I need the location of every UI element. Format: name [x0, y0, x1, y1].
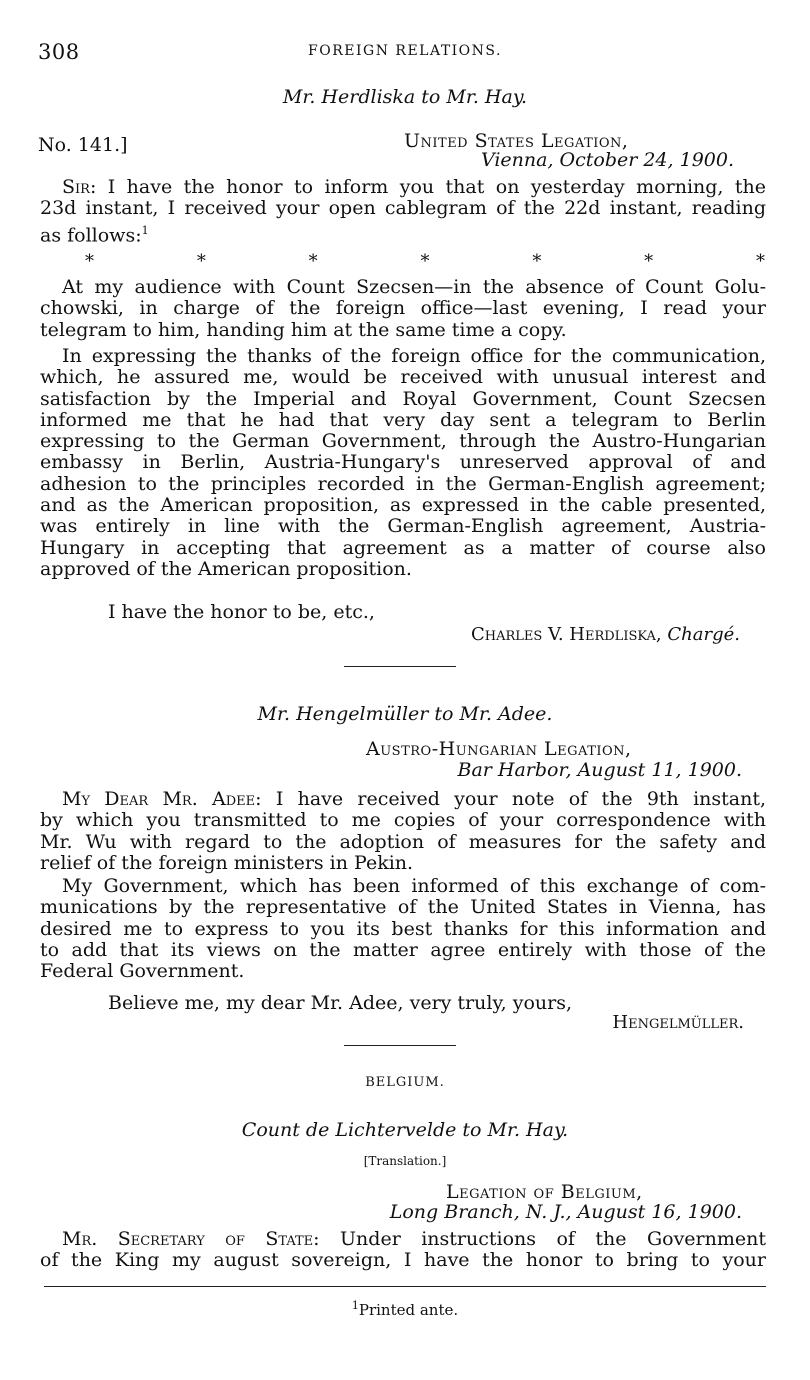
text-line: telegram to him, handing him at the same time a copy. — [40, 318, 567, 341]
letter1-paragraph-2 — [40, 277, 766, 341]
star-mark: * — [308, 251, 318, 272]
footnote — [0, 1299, 810, 1319]
letter1-signature — [471, 624, 740, 645]
text-line: chowski, in charge of the foreign office—last evening, I read your — [40, 297, 766, 320]
text-line-content: I have the honor to inform you that on yesterday morning, the — [107, 176, 766, 198]
signature-name: Charles V. Herdliska, — [470, 624, 662, 645]
star-mark: * — [532, 251, 542, 272]
letter2-legation: Austro-Hungarian Legation, — [366, 738, 632, 760]
letter3-title: Count de Lichtervelde to Mr. Hay. — [241, 1119, 569, 1141]
letter3-paragraph-1 — [40, 1229, 766, 1272]
ellipsis-stars — [85, 251, 765, 272]
text-line: and as the American proposition, as expressed in the cable presented, — [40, 494, 766, 517]
section-heading: BELGIUM. — [365, 1075, 445, 1090]
letter1-place-date: Vienna, October 24, 1900. — [480, 149, 734, 171]
star-mark: * — [85, 251, 94, 272]
text-line: was entirely in line with the German-English agreement, Austria- — [40, 515, 766, 538]
letter2-place-date: Bar Harbor, August 11, 1900. — [457, 759, 742, 781]
text-line — [40, 177, 766, 198]
text-line — [40, 1229, 766, 1250]
star-mark: * — [644, 251, 654, 272]
letter1-closing: I have the honor to be, etc., — [108, 601, 375, 623]
footnote-rule — [44, 1286, 766, 1287]
letter1-title: Mr. Herdliska to Mr. Hay. — [282, 86, 528, 108]
text-line: relief of the foreign ministers in Pekin. — [40, 851, 414, 874]
salutation: Sir: — [62, 176, 97, 198]
letter2-closing: Believe me, my dear Mr. Adee, very truly, yours, — [108, 992, 573, 1014]
star-mark: * — [755, 251, 765, 272]
letter1-number: No. 141.] — [38, 134, 128, 156]
signature-title: Chargé. — [667, 624, 740, 645]
letter2-paragraph-1 — [40, 789, 766, 874]
text-line: My Government, which has been informed of this exchange of com- — [62, 875, 766, 897]
text-line: Hungary in accepting that agreement as a matter of course also — [40, 536, 766, 559]
running-title: FOREIGN RELATIONS. — [308, 43, 502, 59]
text-line — [40, 789, 766, 810]
letter3-place-date: Long Branch, N. J., August 16, 1900. — [389, 1201, 742, 1223]
letter3-legation: Legation of Belgium, — [446, 1181, 643, 1203]
letter2-signature: Hengelmüller. — [612, 1012, 744, 1033]
text-line: adhesion to the principles recorded in the German-English agreement; — [40, 472, 766, 495]
letter1-paragraph-1 — [40, 177, 766, 246]
separator-rule — [344, 666, 456, 667]
text-line: desired me to express to you its best thanks for this information and — [40, 917, 766, 940]
salutation: Mr. Secretary of State: — [62, 1228, 320, 1250]
letter1-paragraph-3 — [40, 346, 766, 580]
translation-note: [Translation.] — [363, 1154, 447, 1168]
text-line: In expressing the thanks of the foreign office for the communication, — [62, 345, 766, 367]
letter1-legation: United States Legation, — [404, 130, 629, 152]
text-line: satisfaction by the Imperial and Royal Government, Count Szecsen — [40, 387, 766, 410]
letter2-paragraph-2 — [40, 876, 766, 982]
text-line-content: as follows: — [40, 223, 142, 246]
text-line: approved of the American proposition. — [40, 557, 412, 580]
text-line: informed me that he had that very day sent a telegram to Berlin — [40, 408, 766, 431]
footnote-text: Printed ante. — [358, 1301, 459, 1319]
text-line: by which you transmitted to me copies of your correspondence with — [40, 809, 766, 832]
text-line — [40, 220, 766, 247]
text-line: At my audience with Count Szecsen—in the absence of Count Golu- — [62, 276, 766, 298]
text-line-content: Under instructions of the Government — [340, 1228, 766, 1250]
separator-rule — [344, 1045, 456, 1046]
text-line: Federal Government. — [40, 960, 245, 983]
star-mark: * — [196, 251, 206, 272]
text-line: Mr. Wu with regard to the adoption of measures for the safety and — [40, 830, 766, 853]
footnote-ref: 1 — [141, 223, 149, 237]
text-line: munications by the representative of the United States in Vienna, has — [40, 896, 766, 919]
footnote-marker: 1 — [351, 1299, 359, 1312]
text-line-content: I have received your note of the 9th instant, — [275, 788, 767, 810]
text-line: 23d instant, I received your open cablegram of the 22d instant, reading — [40, 197, 766, 220]
letter2-title: Mr. Hengelmüller to Mr. Adee. — [257, 703, 553, 725]
text-line: embassy in Berlin, Austria-Hungary's unreserved approval of and — [40, 451, 766, 474]
text-line: which, he assured me, would be received with unusual interest and — [40, 366, 766, 389]
salutation: My Dear Mr. Adee: — [62, 788, 262, 810]
text-line: to add that its views on the matter agree entirely with those of the — [40, 938, 766, 961]
page-number: 308 — [38, 40, 80, 64]
text-line: of the King my august sovereign, I have the honor to bring to your — [40, 1249, 766, 1272]
text-line: expressing to the German Government, through the Austro-Hungarian — [40, 430, 766, 453]
star-mark: * — [420, 251, 430, 272]
